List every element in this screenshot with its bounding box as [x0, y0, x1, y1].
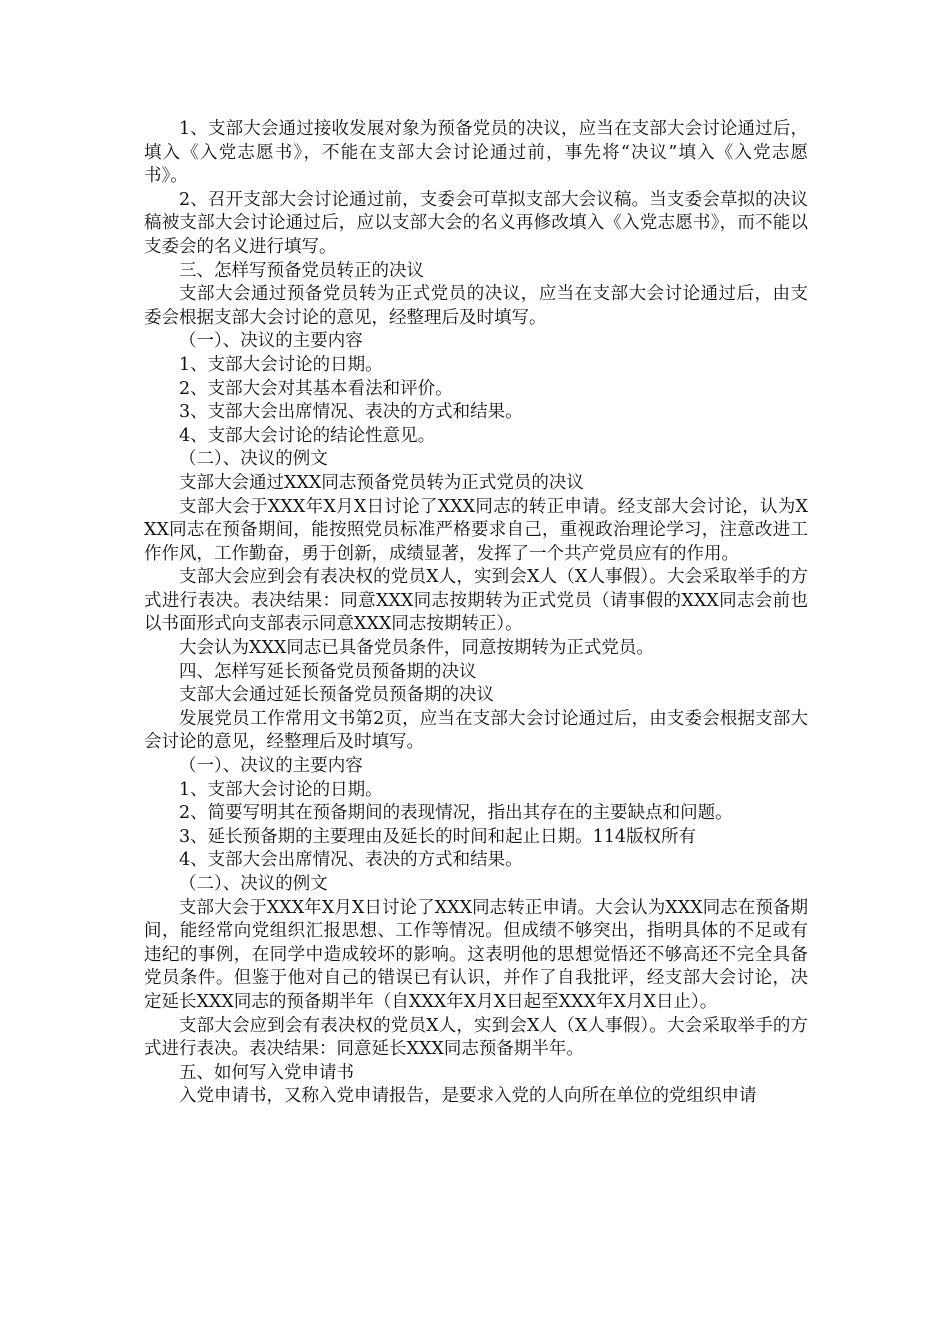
- subsection-heading: （一）、决议的主要内容: [179, 331, 363, 352]
- list-item: 1、支部大会讨论的日期。: [179, 354, 383, 375]
- paragraph: 支部大会于XXX年X月X日讨论了XXX同志转正申请。大会认为XXX同志在预备期间，能经常向党组织汇报思想、工作等情况。但成绩不够突出，指明具体的不足或有违纪的事例，在同学中造成较坏的影响。这表明他的思想觉悟还不够高还不完全具备党员条件。但鉴于他对自己的错误已有认识，并作了自我批评，经支部大会讨论，决定延长XXX同志的预备期半年（自XXX年X月X日起至XXX年X月X日止）。: [144, 897, 808, 1012]
- list-item: 3、支部大会出席情况、表决的方式和结果。: [179, 402, 523, 423]
- section-heading: 五、如何写入党申请书: [179, 1062, 354, 1083]
- list-item: 3、延长预备期的主要理由及延长的时间和起止日期。114版权所有: [179, 826, 697, 847]
- paragraph: 支部大会通过预备党员转为正式党员的决议，应当在支部大会讨论通过后，由支委会根据支部大会讨论的意见，经整理后及时填写。: [144, 284, 808, 328]
- paragraph: 支部大会应到会有表决权的党员X人，实到会X人（X人事假）。大会采取举手的方式进行表决。表决结果：同意延长XXX同志预备期半年。: [144, 1015, 808, 1060]
- subsection-heading: （二）、决议的例文: [179, 449, 328, 470]
- paragraph: 大会认为XXX同志已具备党员条件，同意按期转为正式党员。: [179, 638, 654, 659]
- document-body: [144, 118, 808, 1109]
- section-heading: 三、怎样写预备党员转正的决议: [179, 260, 424, 281]
- section-heading: 四、怎样写延长预备党员预备期的决议: [179, 661, 477, 682]
- example-title: 支部大会通过延长预备党员预备期的决议: [179, 685, 494, 706]
- paragraph: 2、召开支部大会讨论通过前，支委会可草拟支部大会议稿。当支委会草拟的决议稿被支部大会讨论通过后，应以支部大会的名义再修改填入《入党志愿书》，而不能以支委会的名义进行填写。: [144, 189, 808, 257]
- paragraph: 支部大会应到会有表决权的党员X人，实到会X人（X人事假）。大会采取举手的方式进行表决。表决结果：同意XXX同志按期转为正式党员（请事假的XXX同志会前也以书面形式向支部表示同意XXX同志按期转正）。: [144, 567, 808, 635]
- list-item: 4、支部大会出席情况、表决的方式和结果。: [179, 850, 523, 871]
- paragraph: 支部大会于XXX年X月X日讨论了XXX同志的转正申请。经支部大会讨论，认为XXX同志在预备期间，能按照党员标准严格要求自己，重视政治理论学习，注意改进工作作风，工作勤奋，勇于创新，成绩显著，发挥了一个共产党员应有的作用。: [144, 496, 808, 564]
- example-title: 支部大会通过XXX同志预备党员转为正式党员的决议: [179, 472, 584, 493]
- paragraph: 1、支部大会通过接收发展对象为预备党员的决议，应当在支部大会讨论通过后，填入《入党志愿书》，不能在支部大会讨论通过前，事先将“决议”填入《入党志愿书》。: [144, 119, 808, 187]
- list-item: 2、支部大会对其基本看法和评价。: [179, 378, 453, 399]
- list-item: 2、简要写明其在预备期间的表现情况，指出其存在的主要缺点和问题。: [179, 803, 733, 824]
- subsection-heading: （二）、决议的例文: [179, 874, 328, 894]
- list-item: 4、支部大会讨论的结论性意见。: [179, 425, 436, 446]
- subsection-heading: （一）、决议的主要内容: [179, 756, 363, 777]
- paragraph: 发展党员工作常用文书第2页，应当在支部大会讨论通过后，由支委会根据支部大会讨论的意见，经整理后及时填写。: [144, 708, 808, 753]
- paragraph: 入党申请书，又称入党申请报告，是要求入党的人向所在单位的党组织申请: [179, 1086, 757, 1107]
- list-item: 1、支部大会讨论的日期。: [179, 779, 383, 800]
